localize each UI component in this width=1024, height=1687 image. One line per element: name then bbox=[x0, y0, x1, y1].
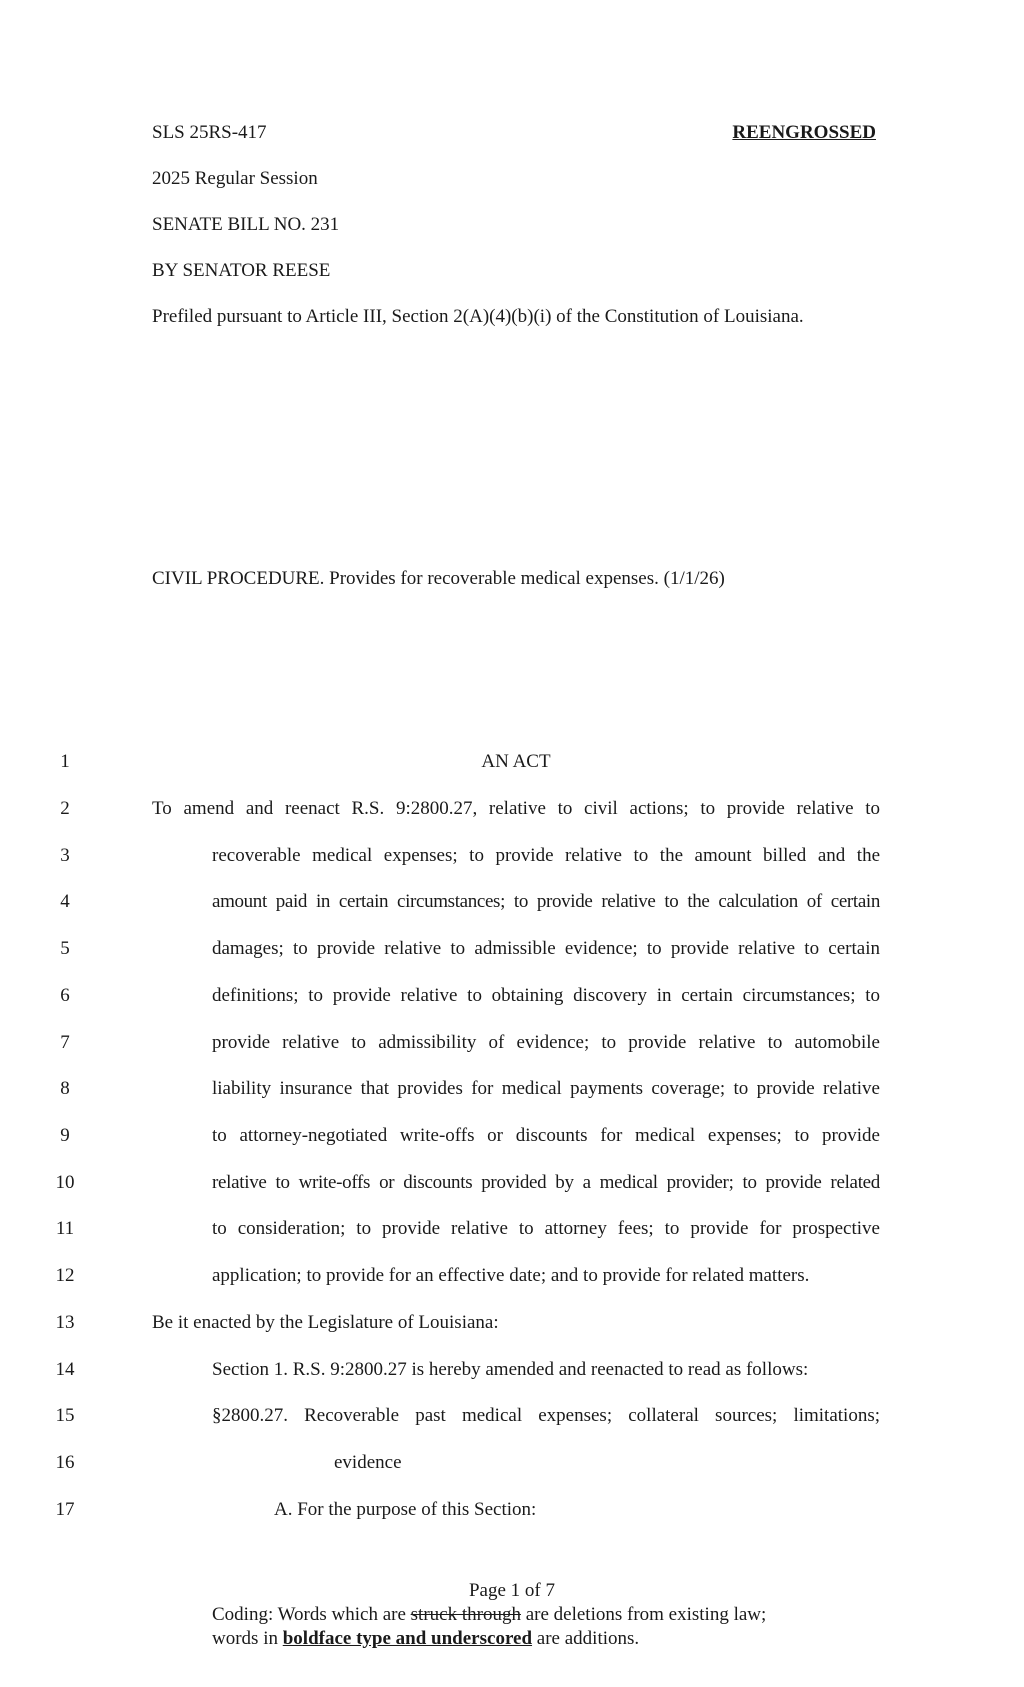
session-label: 2025 Regular Session bbox=[152, 168, 318, 189]
coding-struck-sample: struck through bbox=[410, 1604, 521, 1625]
line-text: liability insurance that provides for medical payments coverage; to provide relative bbox=[212, 1078, 880, 1099]
line-number: 14 bbox=[55, 1359, 75, 1380]
line-text: To amend and reenact R.S. 9:2800.27, relative to civil actions; to provide relative to bbox=[152, 798, 880, 819]
bill-code: SLS 25RS-417 bbox=[152, 122, 267, 143]
line-text: definitions; to provide relative to obtaining discovery in certain circumstances; to bbox=[212, 985, 880, 1006]
line-number: 7 bbox=[60, 1032, 70, 1053]
line-number: 15 bbox=[55, 1405, 75, 1426]
act-title: AN ACT bbox=[481, 751, 551, 772]
line-text: recoverable medical expenses; to provide relative to the amount billed and the bbox=[212, 845, 880, 866]
line-text: amount paid in certain circumstances; to provide relative to the calculation of certain bbox=[212, 891, 880, 912]
line-number: 13 bbox=[55, 1312, 75, 1333]
statute-title: §2800.27. Recoverable past medical expenses; collateral sources; limitations; bbox=[212, 1405, 880, 1426]
coding-prefix: Coding: Words which are bbox=[212, 1604, 406, 1625]
coding-legend-line1 bbox=[212, 1604, 766, 1626]
line-number: 16 bbox=[55, 1452, 75, 1473]
prefiled-note: Prefiled pursuant to Article III, Section 2(A)(4)(b)(i) of the Constitution of Louisiana. bbox=[152, 306, 804, 327]
line-number: 17 bbox=[55, 1499, 75, 1520]
line-number: 11 bbox=[55, 1218, 75, 1239]
line-text: application; to provide for an effective date; and to provide for related matters. bbox=[212, 1265, 810, 1286]
line-number: 3 bbox=[60, 845, 70, 866]
bill-author: BY SENATOR REESE bbox=[152, 260, 331, 281]
page-number: Page 1 of 7 bbox=[468, 1580, 555, 1601]
line-number: 4 bbox=[60, 891, 70, 912]
coding-legend-line2 bbox=[212, 1628, 639, 1650]
line-text: relative to write-offs or discounts provided by a medical provider; to provide related bbox=[212, 1172, 880, 1193]
enacting-clause: Be it enacted by the Legislature of Louisiana: bbox=[152, 1312, 499, 1333]
line-number: 12 bbox=[55, 1265, 75, 1286]
coding-suffix: are additions. bbox=[536, 1628, 640, 1649]
statute-title-continued: evidence bbox=[334, 1452, 402, 1473]
line-number: 10 bbox=[55, 1172, 75, 1193]
bill-summary: CIVIL PROCEDURE. Provides for recoverable medical expenses. (1/1/26) bbox=[152, 568, 725, 589]
line-number: 8 bbox=[60, 1078, 70, 1099]
line-number: 6 bbox=[60, 985, 70, 1006]
status-label: REENGROSSED bbox=[732, 122, 876, 143]
line-text: damages; to provide relative to admissible evidence; to provide relative to certain bbox=[212, 938, 880, 959]
line-text: to consideration; to provide relative to attorney fees; to provide for prospective bbox=[212, 1218, 880, 1239]
line-number: 1 bbox=[60, 751, 70, 772]
line-text: to attorney-negotiated write-offs or discounts for medical expenses; to provide bbox=[212, 1125, 880, 1146]
coding-bold-sample: boldface type and underscored bbox=[282, 1628, 533, 1649]
line-number: 9 bbox=[60, 1125, 70, 1146]
line-number: 5 bbox=[60, 938, 70, 959]
coding-words-in: words in bbox=[212, 1628, 278, 1649]
coding-mid: are deletions from existing law; bbox=[525, 1604, 767, 1625]
subsection-a: A. For the purpose of this Section: bbox=[274, 1499, 537, 1520]
line-number: 2 bbox=[60, 798, 70, 819]
section-heading: Section 1. R.S. 9:2800.27 is hereby amended and reenacted to read as follows: bbox=[212, 1359, 809, 1380]
line-text: provide relative to admissibility of evidence; to provide relative to automobile bbox=[212, 1032, 880, 1053]
bill-number: SENATE BILL NO. 231 bbox=[152, 214, 340, 235]
